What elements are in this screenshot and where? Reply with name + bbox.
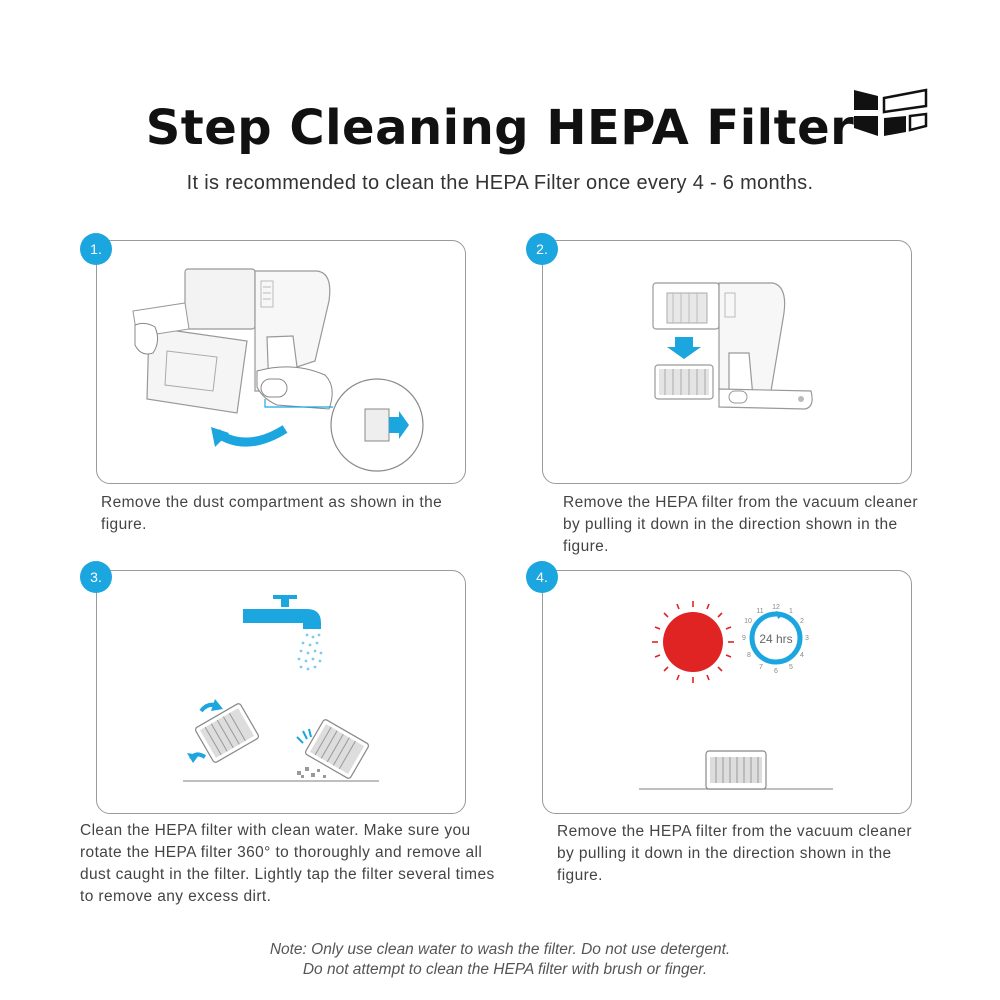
step-4-card [542, 570, 912, 814]
svg-text:8: 8 [747, 652, 751, 659]
step-3-badge: 3. [80, 561, 112, 593]
page-title: Step Cleaning HEPA Filter [145, 100, 855, 156]
svg-text:11: 11 [756, 608, 764, 615]
vacuum-dust-compartment-illustration [97, 241, 465, 483]
step-2-caption: Remove the HEPA filter from the vacuum cleaner by pulling it down in the direction shown in the figure. [563, 494, 918, 555]
step-2-card [542, 240, 912, 484]
note-line-1: Note: Only use clean water to wash the filter. Do not use detergent. [269, 941, 731, 958]
step-1-caption: Remove the dust compartment as shown in the figure. [101, 494, 443, 533]
step-4-caption: Remove the HEPA filter from the vacuum cleaner by pulling it down in the direction shown in the figure. [557, 823, 912, 884]
note-line-2: Do not attempt to clean the HEPA filter with brush or finger. [302, 961, 708, 978]
svg-text:1: 1 [789, 608, 793, 615]
step-1-badge: 1. [80, 233, 112, 265]
page-subtitle: It is recommended to clean the HEPA Filter once every 4 - 6 months. [186, 172, 814, 194]
svg-text:4: 4 [800, 652, 804, 659]
vacuum-filter-removal-illustration [543, 241, 911, 483]
svg-text:12: 12 [772, 604, 780, 611]
step-2-badge: 2. [526, 233, 558, 265]
svg-text:9: 9 [742, 635, 746, 642]
step-3-card [96, 570, 466, 814]
step-1-card [96, 240, 466, 484]
clock-duration-label: 24 hrs [759, 632, 793, 646]
svg-text:5: 5 [789, 664, 793, 671]
step-3-caption: Clean the HEPA filter with clean water. Make sure you rotate the HEPA filter 360° to thoroughly and remove all dust caught in the filter. Lightly tap the filter several times to remove any excess dirt. [80, 822, 495, 905]
brand-logo-icon [850, 86, 930, 142]
svg-text:2: 2 [800, 618, 804, 625]
filter-washing-illustration [97, 571, 465, 813]
filter-drying-illustration [543, 571, 911, 813]
footer-note [0, 940, 1000, 980]
svg-text:10: 10 [744, 618, 752, 625]
svg-text:7: 7 [759, 664, 763, 671]
svg-text:6: 6 [774, 668, 778, 675]
step-4-badge: 4. [526, 561, 558, 593]
svg-text:3: 3 [805, 635, 809, 642]
